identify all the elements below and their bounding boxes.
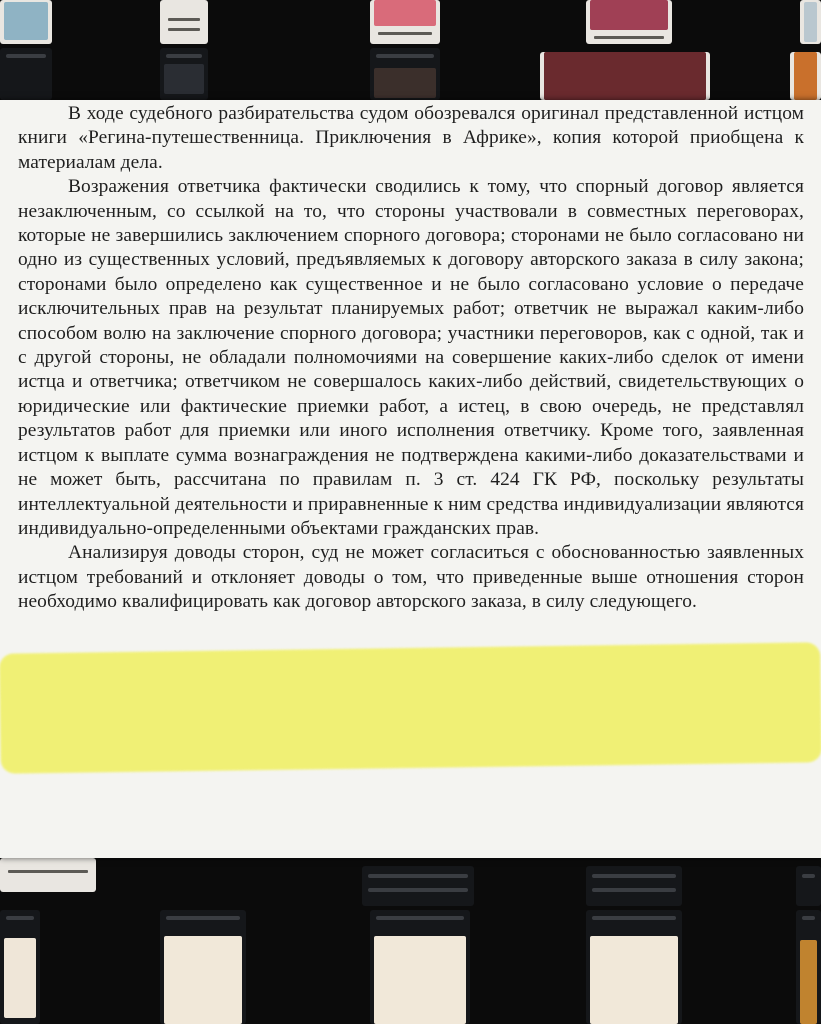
- background-screenshot: [160, 0, 208, 44]
- document-page: [0, 100, 821, 858]
- background-screenshot: [0, 910, 40, 1024]
- background-screenshot: [800, 0, 821, 44]
- background-screenshot: [0, 858, 96, 892]
- document-text: [18, 102, 804, 615]
- background-screenshot: [0, 48, 52, 100]
- paragraph-court-analysis: Анализируя доводы сторон, суд не может согласиться с обоснованностью заявленных истцом требований и отклоняет доводы о том, что приведенные выше отношения сторон необходимо квалифицировать как договор авторского заказа, в силу следующего.: [18, 542, 804, 613]
- background-screenshot: [796, 866, 821, 906]
- background-screenshot: [796, 910, 821, 1024]
- background-screenshot: [370, 910, 470, 1024]
- background-screenshot: [0, 0, 52, 44]
- paragraph-defendant-objections: Возражения ответчика фактически сводились к тому, что спорный договор является незаключенным, со ссылкой на то, что стороны участвовали в совместных переговорах, которые не завершились заключением спорного договора; сторонами не было согласовано ни одно из существенных условий, предъявляемых к договору авторского заказа в силу закона; сторонами было определено как существенное и не было согласовано условие о передаче исключительных прав на результат планируемых работ; ответчик не выражал каким-либо способом волю на заключение спорного договора; участники переговоров, как с одной, так и с другой стороны, не обладали полномочиями на совершение каких-либо сделок от имени истца и ответчика; ответчиком не совершалось каких-либо действий, свидетельствующих о юридические или фактические приемки работ, а истец, в свою очередь, не представлял результатов работ для приемки или иного исполнения ответчику. Кроме того, заявленная истцом к выплате сумма вознаграждения не подтверждена какими-либо доказательствами и не может быть, рассчитана по правилам п. 3 ст. 424 ГК РФ, поскольку результаты интеллектуальной деятельности и приравненные к ним средства индивидуализации являются индивидуально-определенными объектами гражданских прав.: [18, 176, 804, 539]
- background-screenshot: [586, 910, 682, 1024]
- background-screenshot: [160, 910, 246, 1024]
- highlighter-mark: [0, 642, 821, 773]
- background-screenshot: [586, 0, 672, 44]
- background-screenshot: [370, 48, 440, 100]
- background-screenshot: [370, 0, 440, 44]
- background-screenshot: [362, 866, 474, 906]
- background-screenshot: [790, 52, 821, 100]
- background-screenshot: [160, 48, 208, 100]
- background-screenshot: [586, 866, 682, 906]
- background-screenshot: [540, 52, 710, 100]
- paragraph-book-review: В ходе судебного разбирательства судом обозревался оригинал представленной истцом книги «Регина-путешественница. Приключения в Африке», копия которой приобщена к материалам дела.: [18, 103, 804, 173]
